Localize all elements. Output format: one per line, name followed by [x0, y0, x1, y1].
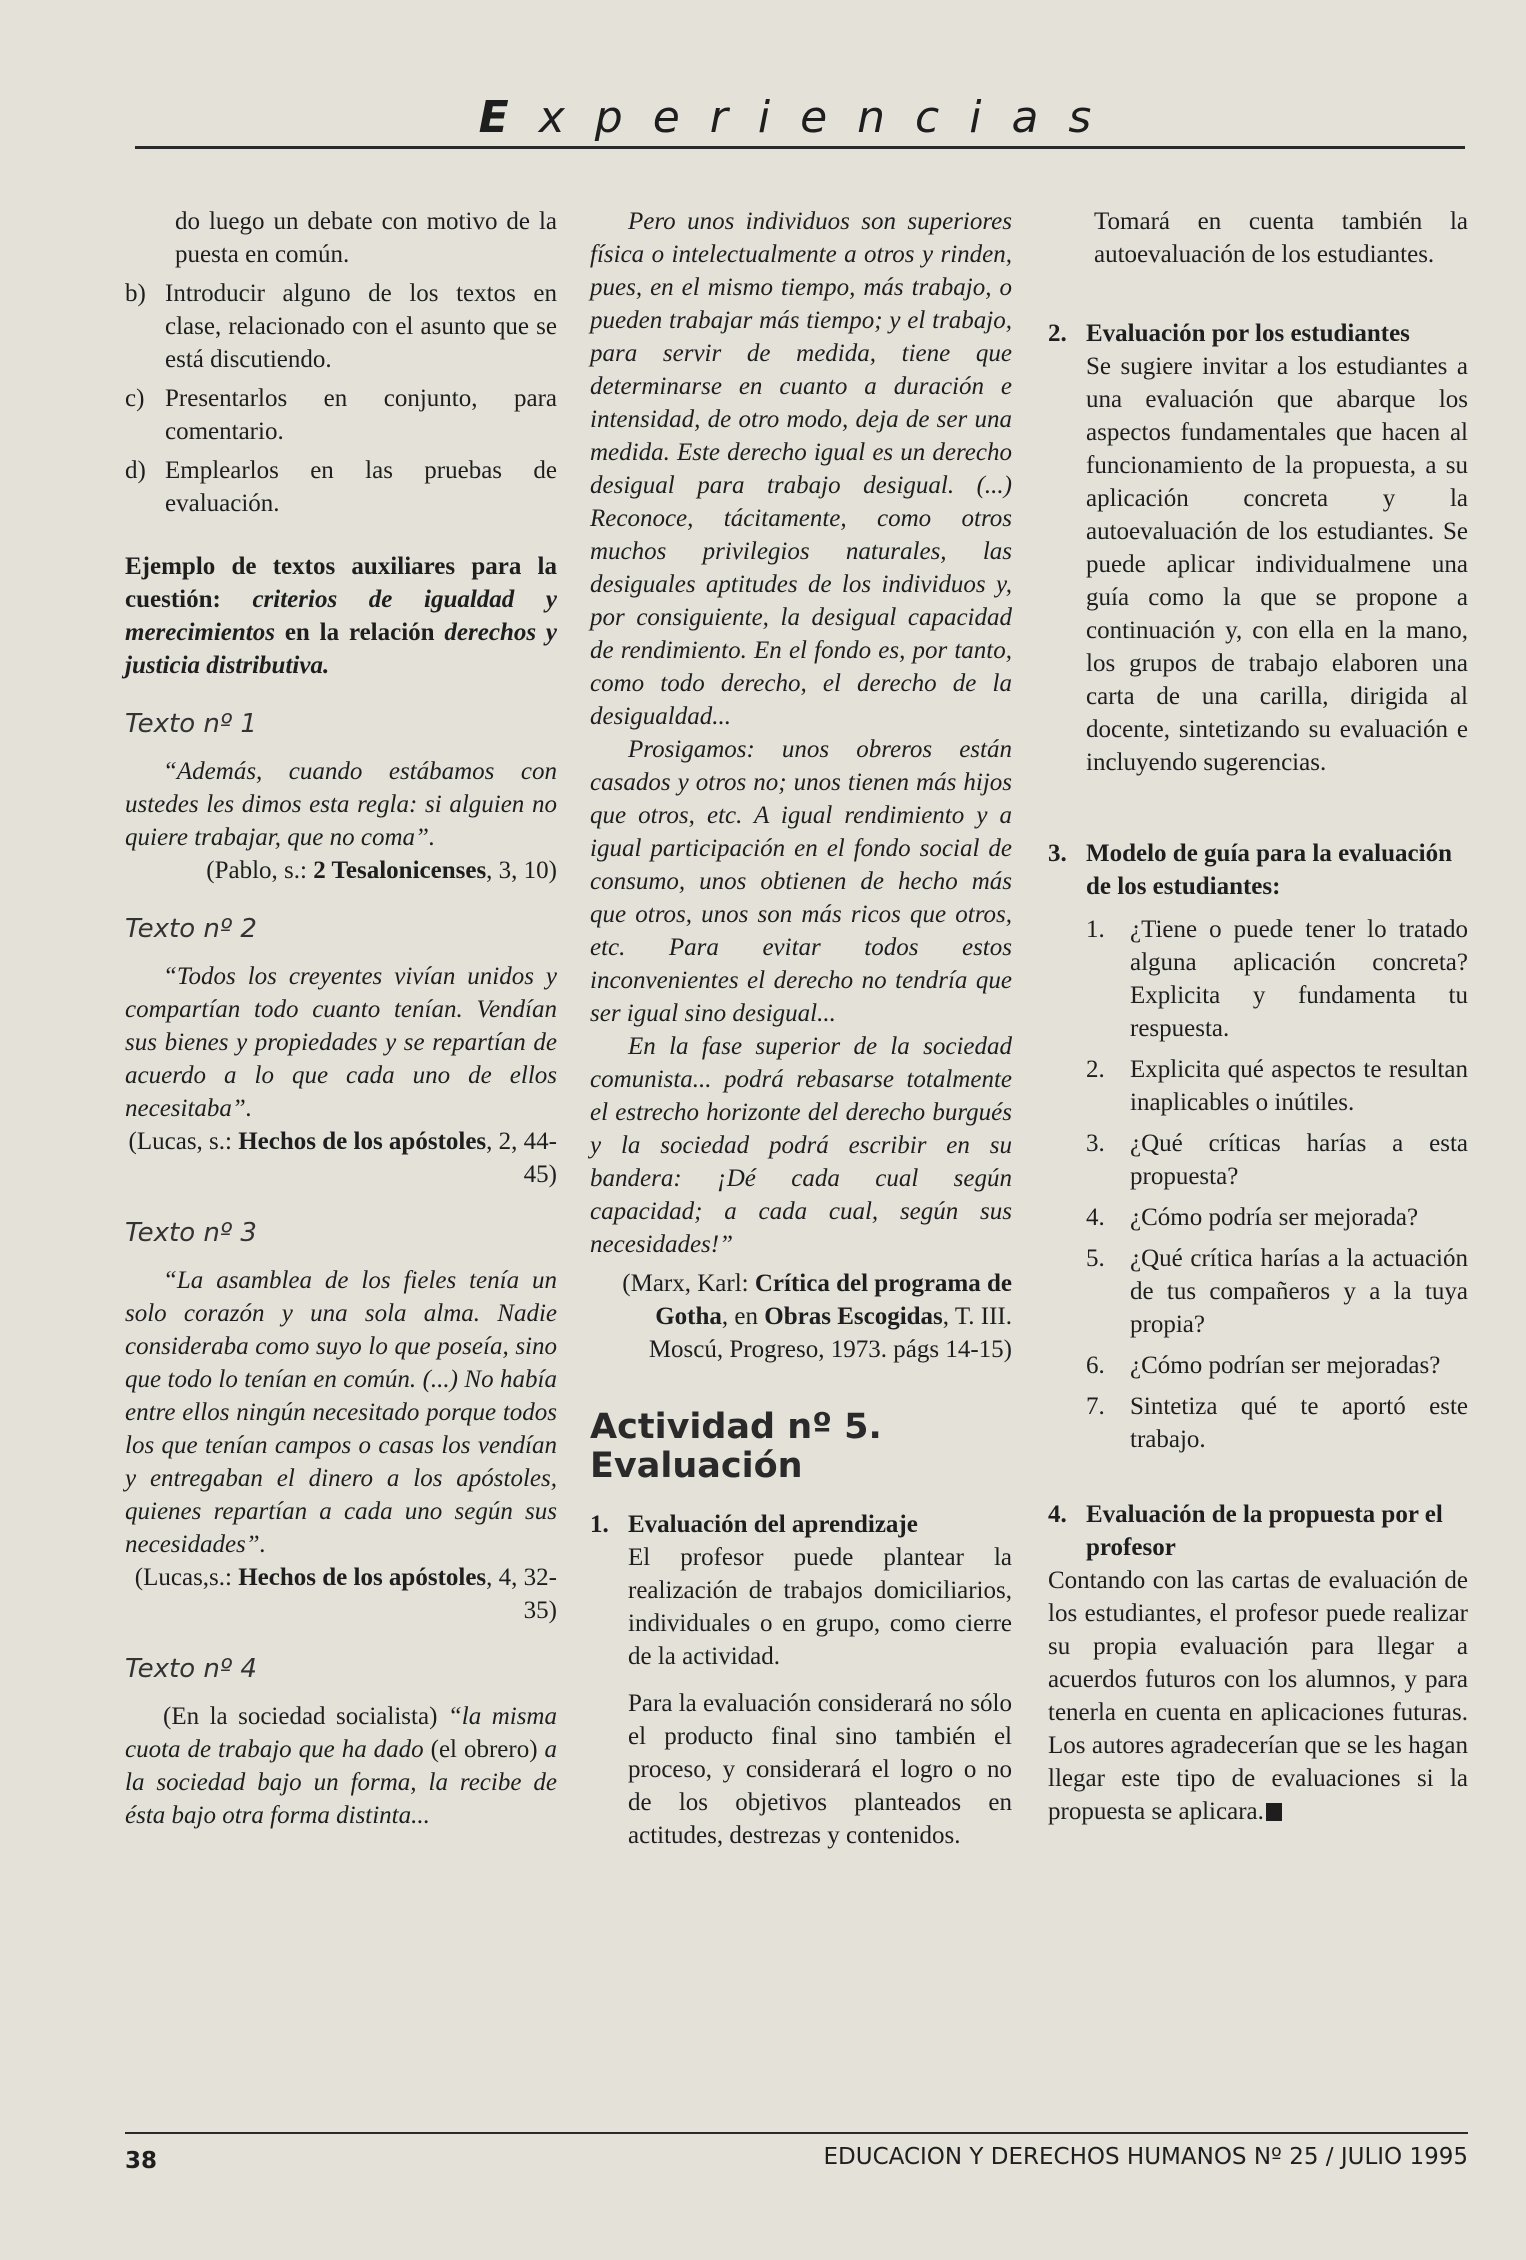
texto-4-label: Texto nº 4 — [125, 1654, 257, 1684]
activity-title: Actividad nº 5. Evaluación — [590, 1407, 882, 1486]
marx-paragraph-2: Prosigamos: unos obreros están casados y otros no; unos tienen más hijos que otros, etc. A igual rendimiento y a igual participación en el fondo social de consumo, unos obtienen de hecho más que otros, unos son más ricos que otros, etc. Para evitar todos estos inconvenientes el derecho no tendría que ser igual sino desigual... — [590, 736, 1012, 1027]
marx-citation: (Marx, Karl: Crítica del programa de Gotha, en Obras Escogidas, T. III. Moscú, Progreso, 1973. págs 14-15) — [622, 1270, 1012, 1363]
examples-heading: Ejemplo de textos auxiliares para la cuestión: criterios de igualdad y merecimientos en la relación derechos y justicia distributiva. — [125, 553, 558, 679]
paragraph-intro: do luego un debate con motivo de la puesta en común. — [175, 208, 557, 268]
section-title: Experiencias — [478, 92, 1122, 143]
list-item: 7. Sintetiza qué te aportó este trabajo. — [1086, 1393, 1468, 1453]
texto-2-citation: (Lucas, s.: Hechos de los apóstoles, 2, 44-45) — [128, 1128, 557, 1188]
texto-4-quote: (En la sociedad socialista) “la misma cuota de trabajo que ha dado (el obrero) a la sociedad bajo un forma, la recibe de ésta bajo otra forma distinta... — [125, 1703, 557, 1829]
list-item: 5. ¿Qué crítica harías a la actuación de tus compañeros y a la tuya propia? — [1086, 1245, 1468, 1338]
header-rule — [135, 146, 1465, 149]
texto-3-quote: “La asamblea de los fieles tenía un solo corazón y una sola alma. Nadie consideraba como suyo lo que poseía, sino que todo lo tenían en común. (...) No había entre ellos ningún necesitado porque todos los que tenían campos o casas los vendían y entregaban el dinero a los apóstoles, quienes repartían a cada uno según sus necesidades”. — [125, 1267, 557, 1558]
texto-1-quote: “Además, cuando estábamos con ustedes les dimos esta regla: si alguien no quiere trabajar, que no coma”. — [125, 758, 557, 851]
end-of-article-mark — [1266, 1803, 1282, 1821]
column-2 — [590, 205, 1012, 1852]
section-2-body: Se sugiere invitar a los estudiantes a una evaluación que abarque los aspectos fundamentales que hacen al funcionamiento de la propuesta, a su aplicación concreta y la autoevaluación de los estudiantes. Se puede aplicar individualmene una guía como la que se propone a continuación y, con ella en la mano, los grupos de trabajo elaboren una carta de una carilla, dirigida al docente, sintetizando su evaluación e incluyendo sugerencias. — [1086, 353, 1468, 776]
texto-1-citation: (Pablo, s.: 2 Tesalonicenses, 3, 10) — [206, 857, 557, 884]
texto-3-citation: (Lucas,s.: Hechos de los apóstoles, 4, 32-35) — [134, 1564, 557, 1624]
list-item: 4. ¿Cómo podría ser mejorada? — [1086, 1204, 1419, 1231]
section-2-heading: 2. Evaluación por los estudiantes — [1048, 320, 1410, 347]
list-item: 6. ¿Cómo podrían ser mejoradas? — [1086, 1352, 1441, 1379]
marx-paragraph-1: Pero unos individuos son superiores física o intelectualmente a otros y rinden, pues, en el mismo tiempo, más trabajo, o pueden trabajar más tiempo; y el trabajo, para servir de medida, tiene que determinarse en cuanto a duración e intensidad, de otro modo, deja de ser una medida. Este derecho igual es un derecho desigual para trabajo desigual. (...) Reconoce, tácitamente, como otros muchos privilegios naturales, las desiguales aptitudes de los individuos y, por consiguiente, la desigual capacidad de rendimiento. En el fondo es, por tanto, como todo derecho, el derecho de la desigualdad... — [590, 208, 1012, 730]
footer-rule — [125, 2132, 1468, 2134]
list-item: 3. ¿Qué críticas harías a esta propuesta? — [1086, 1130, 1468, 1190]
section-1-paragraph-2: Para la evaluación considerará no sólo el producto final sino también el proceso, y considerará el logro o no de los objetivos planteados en actitudes, destrezas y contenidos. — [628, 1690, 1012, 1849]
list-item: 1. ¿Tiene o puede tener lo tratado alguna aplicación concreta? Explicita y fundamenta tu respuesta. — [1086, 916, 1468, 1042]
paragraph-autoevaluacion: Tomará en cuenta también la autoevaluación de los estudiantes. — [1094, 208, 1468, 268]
texto-2-label: Texto nº 2 — [125, 914, 257, 944]
journal-footer: EDUCACION Y DERECHOS HUMANOS Nº 25 / JULIO 1995 — [823, 2144, 1468, 2170]
list-item: 2. Explicita qué aspectos te resultan inaplicables o inútiles. — [1086, 1056, 1468, 1116]
texto-3-label: Texto nº 3 — [125, 1218, 257, 1248]
texto-2-quote: “Todos los creyentes vivían unidos y compartían todo cuanto tenían. Vendían sus bienes y propiedades y se repartían de acuerdo a lo que cada uno de ellos necesitaba”. — [125, 963, 557, 1122]
section-4-heading: 4. Evaluación de la propuesta por el profesor — [1048, 1501, 1443, 1561]
list-item-c: c) Presentarlos en conjunto, para comentario. — [125, 385, 557, 445]
section-1-paragraph-1: El profesor puede plantear la realización de trabajos domiciliarios, individuales o en grupo, como cierre de la actividad. — [628, 1544, 1012, 1670]
page-number: 38 — [125, 2148, 158, 2174]
section-4-body: Contando con las cartas de evaluación de los estudiantes, el profesor puede realizar su propia evaluación para llegar a acuerdos futuros con los alumnos, y para tenerla en cuenta en aplicaciones futuras. Los autores agradecerían que se les hagan llegar este tipo de evaluaciones si la propuesta se aplicara. — [1048, 1567, 1468, 1825]
column-3 — [1048, 205, 1468, 1828]
section-3-heading: 3. Modelo de guía para la evaluación de los estudiantes: — [1048, 840, 1452, 900]
marx-paragraph-3: En la fase superior de la sociedad comunista... podrá rebasarse totalmente el estrecho horizonte del derecho burgués y la sociedad podrá escribir en su bandera: ¡Dé cada cual según capacidad; a cada cual, según sus necesidades!” — [590, 1033, 1012, 1258]
texto-1-label: Texto nº 1 — [125, 709, 257, 739]
list-item-b: b) Introducir alguno de los textos en clase, relacionado con el asunto que se está discutiendo. — [125, 280, 557, 373]
list-item-d: d) Emplearlos en las pruebas de evaluación. — [125, 457, 557, 517]
column-1 — [125, 205, 557, 1832]
section-1-heading: 1. Evaluación del aprendizaje — [590, 1511, 918, 1538]
evaluation-guide-list — [1048, 913, 1468, 1456]
